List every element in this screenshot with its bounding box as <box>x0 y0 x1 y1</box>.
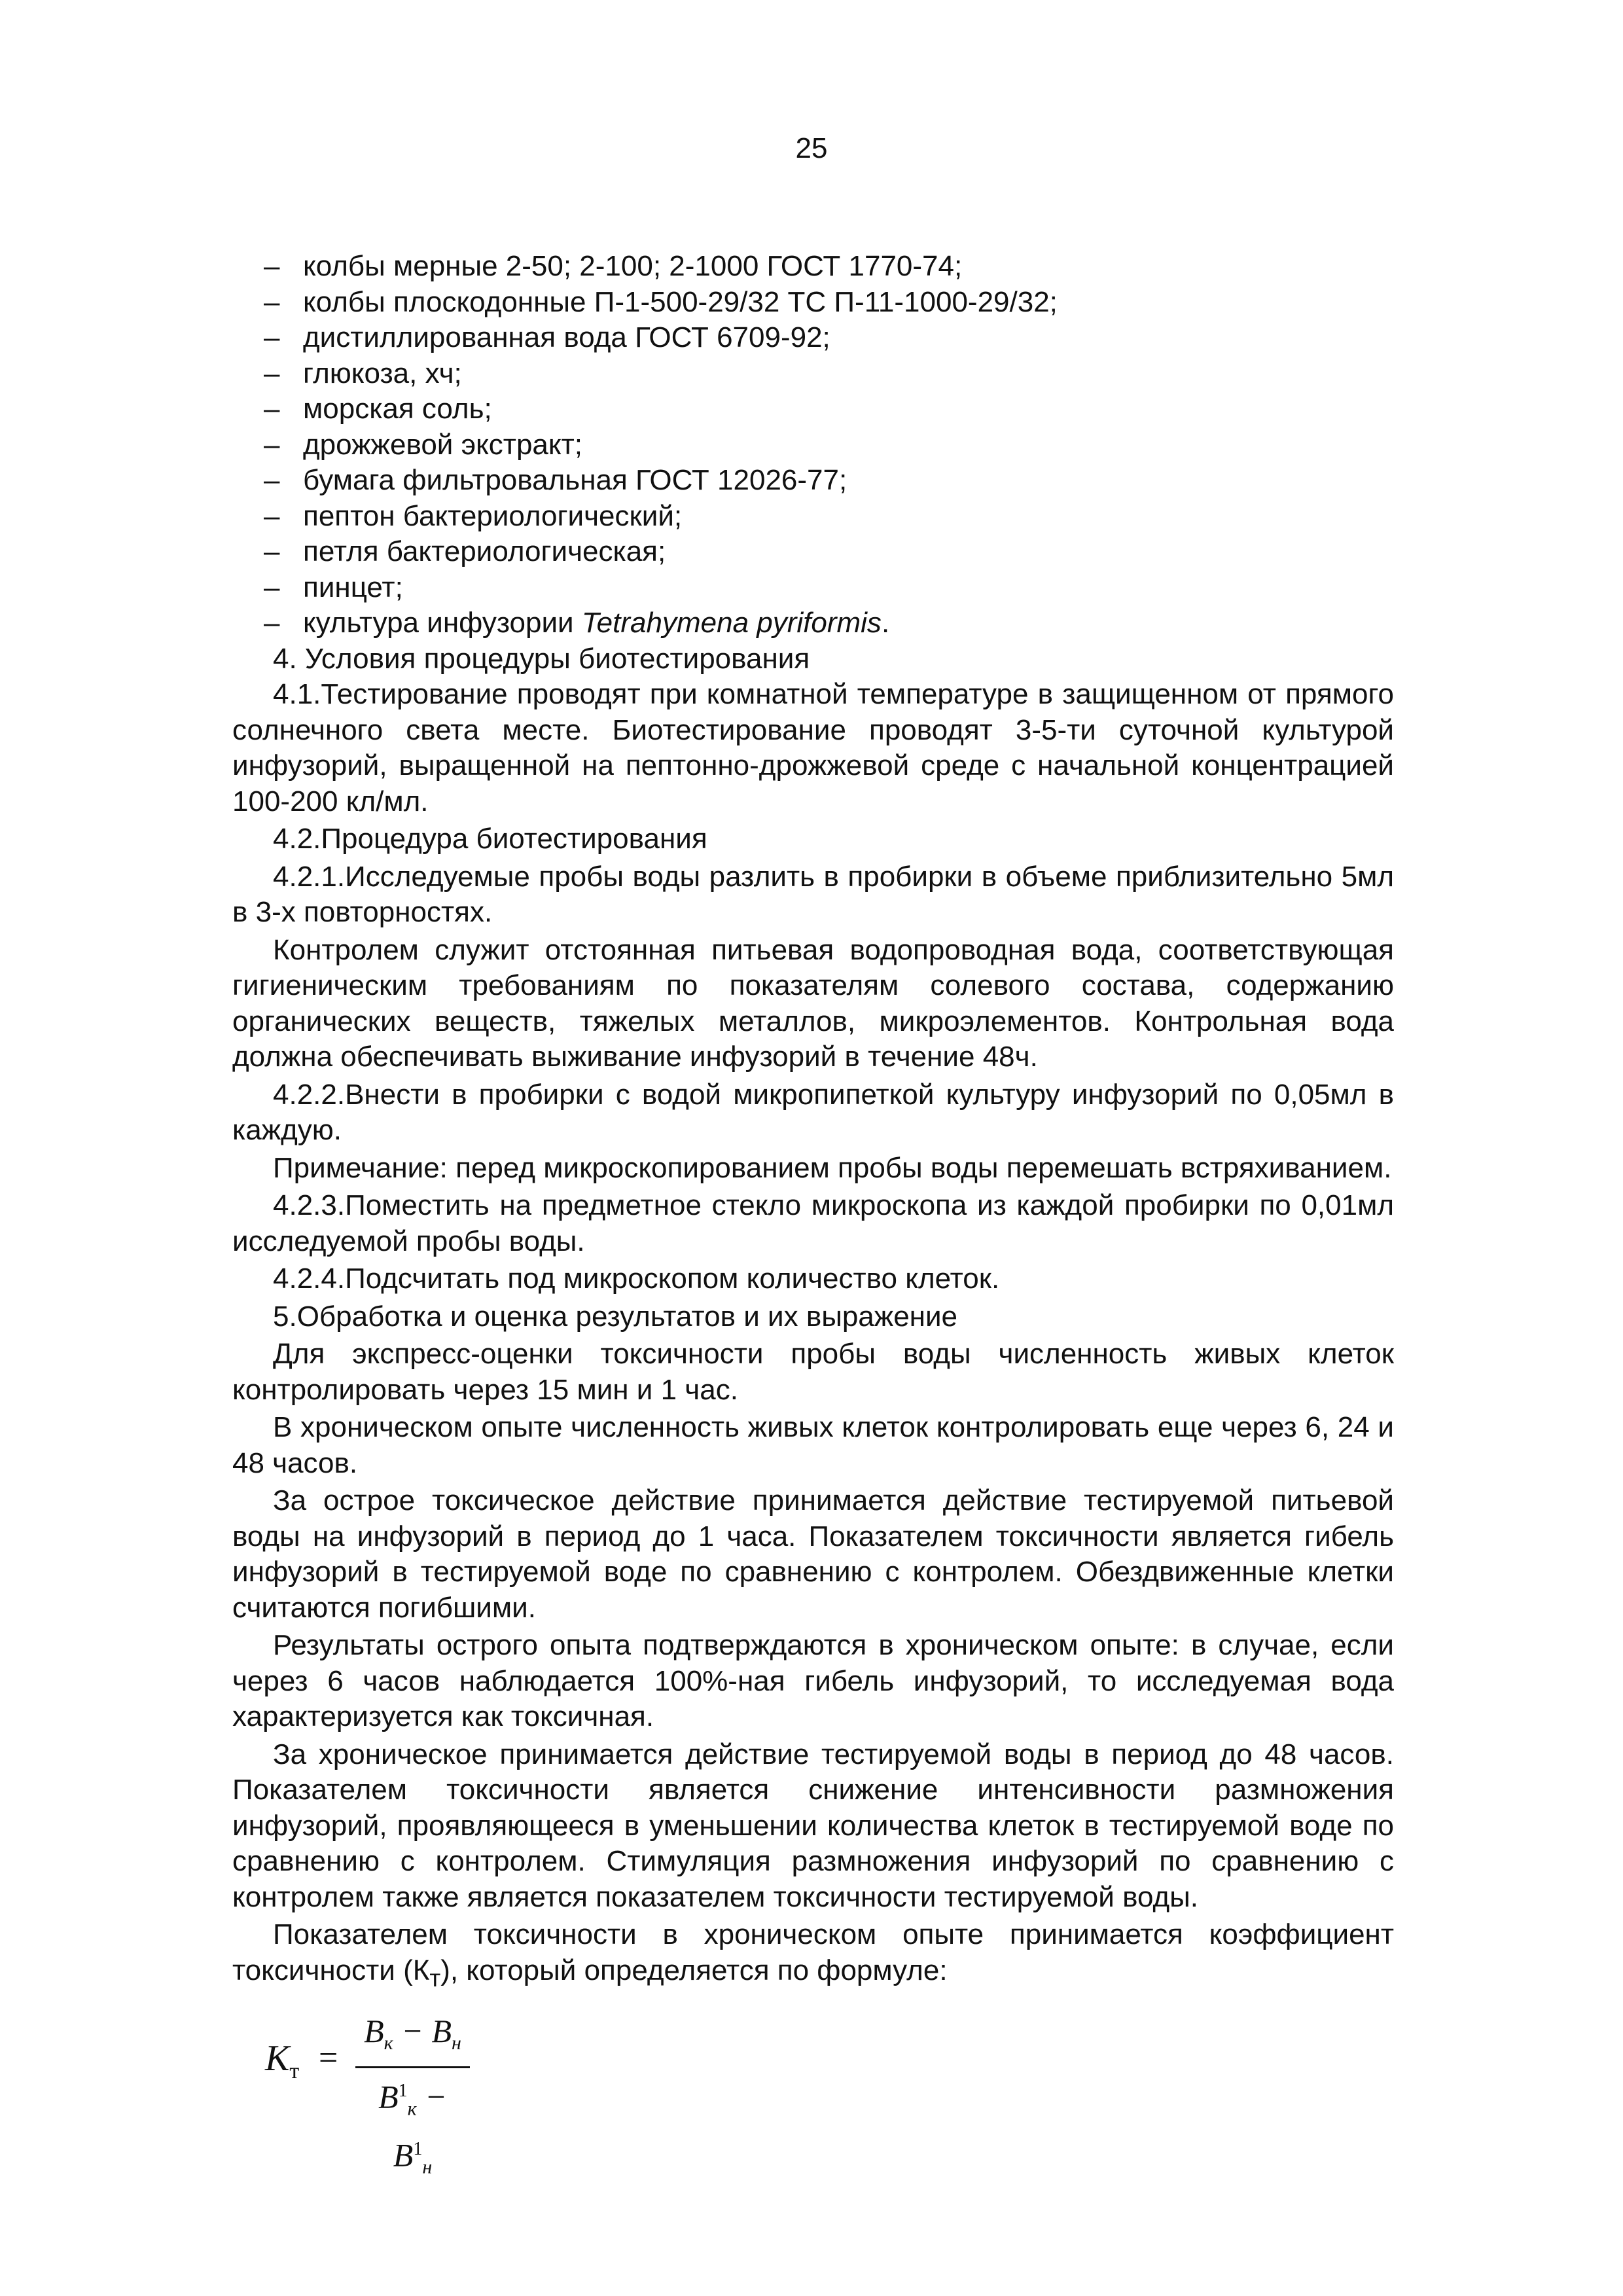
document-body <box>232 249 1394 2179</box>
paragraph: За хроническое принимается действие тестируемой воды в период до 48 часов. Показателем токсичности является снижение интенсивности размножения инфузорий, проявляющееся в уменьшении количества клеток в тестируемой воде по сравнению с контролем. Стимуляция размножения инфузорий по сравнению с контролем также является показателем токсичности тестируемой воды. <box>232 1738 1394 1913</box>
list-item <box>232 320 1394 356</box>
page-number: 25 <box>795 132 828 164</box>
formula-lhs-subscript: т <box>289 2058 300 2083</box>
denominator-term-a-sup: 1 <box>398 2080 408 2101</box>
formula-equals: = <box>319 2039 338 2077</box>
paragraph: 4.2.1.Исследуемые пробы воды разлить в пробирки в объеме приблизительно 5мл в 3-х повторностях. <box>232 860 1394 928</box>
list-item-text: пептон бактериологический; <box>303 499 683 532</box>
paragraph: 4.2.4.Подсчитать под микроскопом количество клеток. <box>273 1263 1000 1295</box>
formula-lhs-symbol: K <box>265 2037 290 2079</box>
list-item-text: петля бактериологическая; <box>303 535 666 567</box>
list-item-text: пинцет; <box>303 571 403 603</box>
note-paragraph: Примечание: перед микроскопированием пробы воды перемешать встряхиванием. <box>273 1151 1392 1184</box>
numerator-term-b: B <box>431 2012 452 2049</box>
list-item-text: дистиллированная вода ГОСТ 6709-92; <box>303 321 830 353</box>
formula-intro-text-end: ), который определяется по формуле: <box>440 1954 948 1986</box>
section-heading: 5.Обработка и оценка результатов и их выражение <box>273 1300 958 1333</box>
list-item <box>232 499 1394 535</box>
paragraph: 4.2.3.Поместить на предметное стекло микроскопа из каждой пробирки по 0,01мл исследуемой пробы воды. <box>232 1189 1394 1257</box>
formula-denominator <box>355 2071 470 2188</box>
numerator-term-a: B <box>364 2012 384 2049</box>
section-heading: 4. Условия процедуры биотестирования <box>273 642 810 675</box>
list-item <box>232 391 1394 427</box>
equipment-list <box>232 249 1394 641</box>
list-item-text: культура инфузории <box>303 607 582 639</box>
list-dash: – <box>264 535 280 567</box>
formula-intro-text: Показателем токсичности в хроническом опыте принимается коэффициент токсичности (К <box>232 1918 1394 1986</box>
list-item <box>232 356 1394 392</box>
formula-numerator <box>355 2011 470 2064</box>
list-dash: – <box>264 321 280 353</box>
list-item <box>232 570 1394 606</box>
list-item-text: глюкоза, хч; <box>303 357 462 389</box>
list-dash: – <box>264 250 280 282</box>
list-item-text: колбы мерные 2-50; 2-100; 2-1000 ГОСТ 1770-74; <box>303 250 963 282</box>
paragraph: 4.1.Тестирование проводят при комнатной температуре в защищенном от прямого солнечного света месте. Биотестирование проводят 3-5-ти суточной культурой инфузорий, выращенной на пептонно-дрожжевой среде с начальной концентрацией 100-200 кл/мл. <box>232 678 1394 817</box>
species-name: Tetrahymena pyriformis <box>581 607 882 639</box>
list-dash: – <box>264 393 280 425</box>
numerator-minus: − <box>393 2012 432 2049</box>
list-item-text: бумага фильтровальная ГОСТ 12026-77; <box>303 464 847 496</box>
denominator-minus: − <box>416 2078 447 2115</box>
list-dash: – <box>264 285 280 318</box>
fraction-bar <box>355 2066 470 2068</box>
list-dash: – <box>264 428 280 461</box>
section-heading: 4.2.Процедура биотестирования <box>273 823 707 855</box>
formula-intro-subscript: т <box>429 1964 441 1992</box>
list-item <box>232 534 1394 570</box>
denominator-term-b-sub: н <box>422 2157 433 2179</box>
formula-fraction <box>355 2011 470 2188</box>
denominator-term-a-sub: к <box>407 2098 417 2120</box>
paragraph: Результаты острого опыта подтверждаются в хроническом опыте: в случае, если через 6 часов наблюдается 100%-ная гибель инфузорий, то исследуемая вода характеризуется как токсичная. <box>232 1629 1394 1732</box>
paragraph: В хроническом опыте численность живых клеток контролировать еще через 6, 24 и 48 часов. <box>232 1411 1394 1479</box>
denominator-term-b: B <box>393 2137 414 2174</box>
list-item-text: морская соль; <box>303 393 492 425</box>
list-dash: – <box>264 357 280 389</box>
paragraph: За острое токсическое действие принимается действие тестируемой питьевой воды на инфузорий в период до 1 часа. Показателем токсичности является гибель инфузорий в тестируемой воде по сравнению с контролем. Обездвиженные клетки считаются погибшими. <box>232 1484 1394 1624</box>
paragraph: Для экспресс-оценки токсичности пробы воды численность живых клеток контролировать через 15 мин и 1 час. <box>232 1338 1394 1406</box>
list-item <box>232 249 1394 285</box>
denominator-term-a: B <box>378 2078 399 2115</box>
list-dash: – <box>264 464 280 496</box>
list-item <box>232 285 1394 321</box>
list-item-suffix: . <box>881 607 890 639</box>
list-item-text: дрожжевой экстракт; <box>303 428 583 461</box>
list-dash: – <box>264 499 280 532</box>
toxicity-formula <box>232 2011 1394 2179</box>
list-dash: – <box>264 571 280 603</box>
paragraph: Контролем служит отстоянная питьевая водопроводная вода, соответствующая гигиеническим требованиям по показателям солевого состава, содержанию органических веществ, тяжелых металлов, микроэлементов. Контрольная вода должна обеспечивать выживание инфузорий в течение 48ч. <box>232 933 1394 1073</box>
numerator-term-a-sub: к <box>383 2032 393 2054</box>
list-dash: – <box>264 607 280 639</box>
paragraph: 4.2.2.Внести в пробирки с водой микропипеткой культуру инфузорий по 0,05мл в каждую. <box>232 1078 1394 1146</box>
numerator-term-b-sub: н <box>452 2032 461 2054</box>
formula-lhs <box>265 2037 300 2090</box>
list-item <box>232 463 1394 499</box>
list-item-text: колбы плоскодонные П-1-500-29/32 ТС П-11-1000-29/32; <box>303 285 1058 318</box>
denominator-term-b-sup: 1 <box>413 2139 423 2160</box>
list-item-culture <box>232 605 1394 641</box>
list-item <box>232 427 1394 463</box>
formula-intro-paragraph <box>232 1917 1394 1996</box>
